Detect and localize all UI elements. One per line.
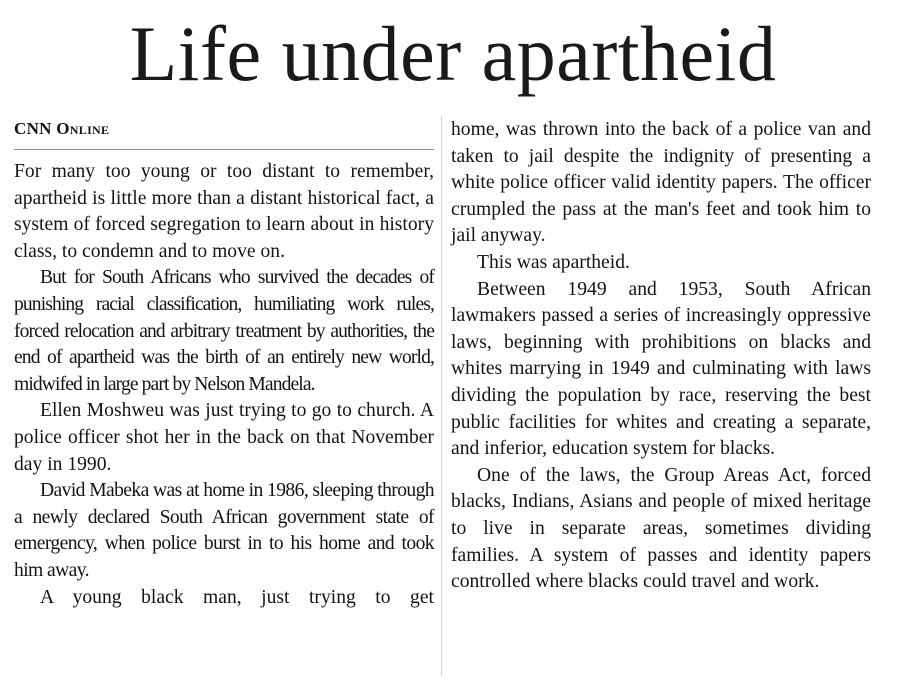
byline: CNN Online — [14, 116, 434, 150]
right-column — [451, 117, 871, 596]
column-divider — [441, 116, 442, 676]
left-column — [14, 116, 434, 611]
paragraph: But for South Africans who survived the decades of punishing racial classification, humiliating work rules, forced relocation and arbitrary treatment by authorities, the end of apartheid was the birth of an entirely new world, midwifed in large part by Nelson Mandela. — [14, 267, 434, 395]
paragraph: Between 1949 and 1953, South African lawmakers passed a series of increasingly oppressive laws, beginning with prohibitions on blacks and whites marrying in 1949 and culminating with laws dividing the population by race, reserving the best public facilities for whites and creating a separate, and inferior, education system for blacks. — [451, 278, 871, 460]
paragraph: For many too young or too distant to remember, apartheid is little more than a distant historical fact, a system of forced segregation to learn about in history class, to condemn and to move on. — [14, 161, 434, 262]
paragraph: David Mabeka was at home in 1986, sleeping through a newly declared South African government state of emergency, when police burst in to his home and took him away. — [14, 480, 434, 581]
paragraph: A young black man, just trying to get — [40, 586, 434, 608]
paragraph: This was apartheid. — [477, 251, 630, 273]
paragraph: home, was thrown into the back of a police van and taken to jail despite the indignity of presenting a white police officer valid identity papers. The officer crumpled the pass at the man's feet and took him to jail anyway. — [451, 119, 871, 247]
paragraph: One of the laws, the Group Areas Act, forced blacks, Indians, Asians and people of mixed heritage to live in separate areas, sometimes dividing families. A system of passes and identity papers controlled where blacks could travel and work. — [451, 464, 871, 593]
paragraph: Ellen Moshweu was just trying to go to church. A police officer shot her in the back on that November day in 1990. — [14, 400, 434, 475]
headline: Life under apartheid — [129, 10, 777, 97]
